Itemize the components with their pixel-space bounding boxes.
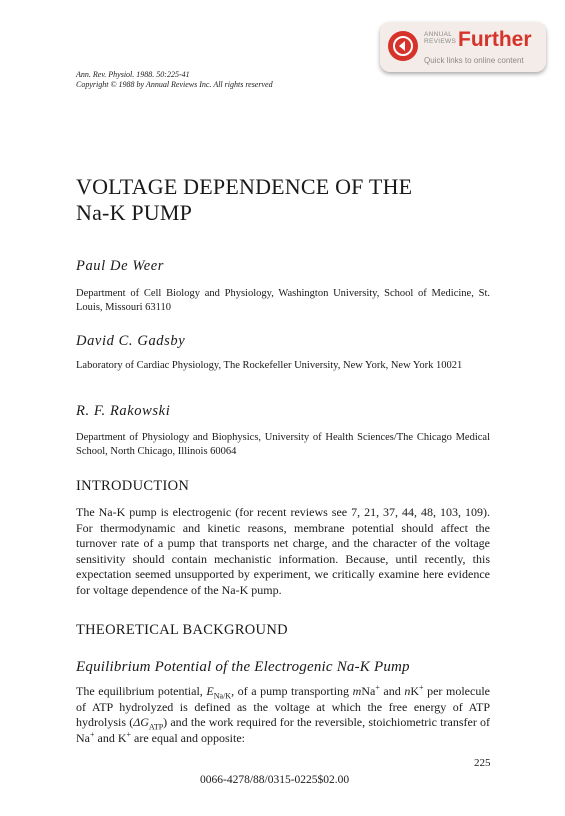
section-heading-theoretical: THEORETICAL BACKGROUND bbox=[76, 622, 288, 638]
subsection-heading: Equilibrium Potential of the Electrogenic Na-K Pump bbox=[76, 659, 410, 675]
section-heading-introduction: INTRODUCTION bbox=[76, 478, 190, 494]
author-affiliation: Laboratory of Cardiac Physiology, The Rockefeller University, New York, New York 10021 bbox=[76, 360, 463, 371]
badge-further-text: Further bbox=[458, 28, 532, 51]
page-number: 225 bbox=[474, 757, 491, 769]
further-badge[interactable] bbox=[380, 22, 546, 72]
article-code: 0066-4278/88/0315-0225$02.00 bbox=[200, 774, 350, 786]
author-name: R. F. Rakowski bbox=[76, 403, 171, 419]
introduction-paragraph: The Na-K pump is electrogenic (for recent reviews see 7, 21, 37, 44, 48, 103, 109). For thermodynamic and kinetic reasons, membrane potential should affect the turnover rate of a pump that transports net charge, and the character of the voltage sensitivity should contain mechanistic information. Because, until recently, this expectation seemed unsupported by experiment, we critically examine here evidence for voltage dependence of the Na-K pump. bbox=[76, 505, 490, 597]
author-affiliation: Department of Cell Biology and Physiology, Washington University, School of Medicine, St. Louis, Missouri 63110 bbox=[76, 288, 490, 313]
badge-annual-reviews-text: ANNUAL REVIEWS bbox=[424, 31, 457, 45]
citation-line: Ann. Rev. Physiol. 1988. 50:225-41 bbox=[76, 70, 190, 79]
journal-citation bbox=[76, 70, 273, 90]
copyright-line: Copyright © 1988 by Annual Reviews Inc. All rights reserved bbox=[76, 80, 273, 89]
author-name: David C. Gadsby bbox=[76, 333, 186, 349]
author-name: Paul De Weer bbox=[76, 258, 165, 274]
article-title: VOLTAGE DEPENDENCE OF THE Na-K PUMP bbox=[76, 174, 413, 225]
theoretical-paragraph: The equilibrium potential, $E_{Na/K}$, of a pump transporting mNa+ and nK+ per molecule of ATP hydrolyzed is defined as the voltage at which the free energy of ATP hydrolysis $(\Delta G_{ATP})$ and the work required for the reversible, stoichiometric transfer of Na+ and K+ are equal and opposite: bbox=[76, 683, 491, 745]
annual-reviews-logo-icon bbox=[388, 31, 418, 61]
badge-subtitle: Quick links to online content bbox=[424, 56, 524, 65]
author-affiliation: Department of Physiology and Biophysics, University of Health Sciences/The Chicago Medical School, North Chicago, Illinois 60064 bbox=[76, 432, 490, 457]
